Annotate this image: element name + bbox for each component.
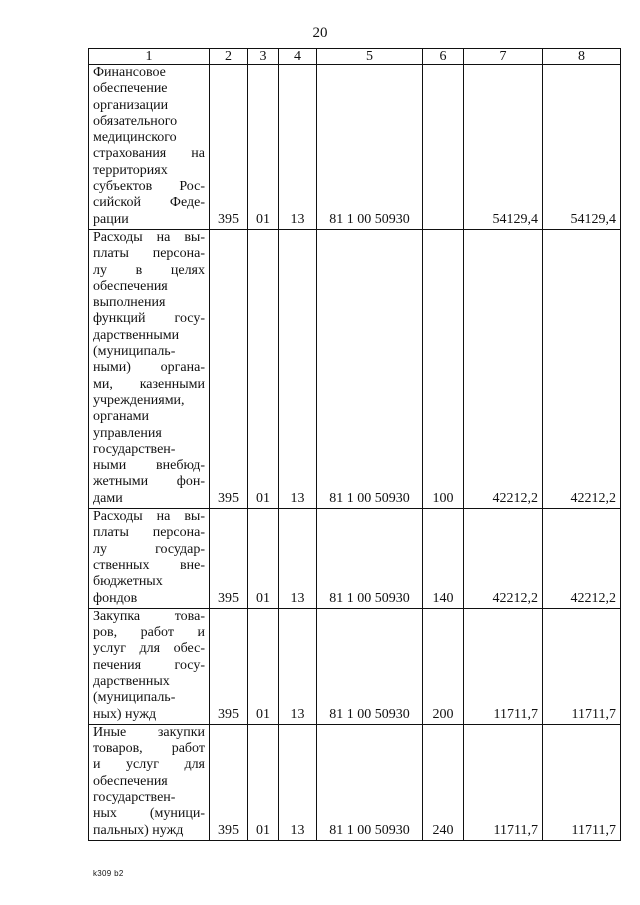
row-name-line: ров, работ и: [93, 625, 205, 641]
row-name-line: обеспечение: [93, 81, 168, 97]
row-name-line: страхования на: [93, 146, 205, 162]
admin-code-cell: 395: [210, 65, 248, 230]
row-name-line: жетными фон-: [93, 474, 205, 490]
amount-cell: 42212,2: [464, 229, 543, 508]
target-item-cell: 81 1 00 50930: [317, 724, 423, 840]
subsection-code-cell: 13: [279, 65, 317, 230]
subsection-code-cell: 13: [279, 509, 317, 609]
row-name-cell: [89, 608, 210, 724]
row-name-line: обеспечения: [93, 773, 168, 789]
budget-table: [88, 48, 621, 841]
page-number: 20: [312, 25, 328, 41]
expense-type-cell: [423, 65, 464, 230]
table-body: [89, 65, 621, 841]
subsection-code-cell: 13: [279, 608, 317, 724]
row-name-line: государствен-: [93, 790, 176, 806]
column-header: 1: [89, 49, 210, 65]
expense-type-cell: 100: [423, 229, 464, 508]
amount-cell: 42212,2: [464, 509, 543, 609]
table-row: [89, 724, 621, 840]
target-item-cell: 81 1 00 50930: [317, 65, 423, 230]
row-name-line: лу в целях: [93, 262, 205, 278]
target-item-cell: 81 1 00 50930: [317, 608, 423, 724]
row-name-line: медицинского: [93, 130, 177, 146]
row-name-line: дарственными: [93, 327, 180, 343]
table-row: [89, 229, 621, 508]
row-name-line: бюджетных: [93, 574, 163, 590]
row-name-line: субъектов Рос-: [93, 179, 205, 195]
row-name-line: фондов: [93, 590, 138, 606]
row-name-line: ми, казенными: [93, 376, 205, 392]
row-name-line: Расходы на вы-: [93, 509, 205, 525]
expense-type-cell: 140: [423, 509, 464, 609]
column-header: 4: [279, 49, 317, 65]
row-name-line: (муниципаль-: [93, 690, 176, 706]
footer-code: k309 b2: [93, 869, 124, 878]
amount-total-cell: 42212,2: [543, 509, 621, 609]
row-name-line: лу государ-: [93, 541, 205, 557]
column-header: 2: [210, 49, 248, 65]
column-header: 3: [248, 49, 279, 65]
target-item-cell: 81 1 00 50930: [317, 229, 423, 508]
row-name-line: печения госу-: [93, 657, 205, 673]
row-name-line: обязательного: [93, 113, 178, 129]
row-name-line: государствен-: [93, 441, 176, 457]
row-name-cell: [89, 65, 210, 230]
row-name-line: ных (муници-: [93, 806, 205, 822]
row-name-line: дарственных: [93, 673, 170, 689]
row-name-line: ных) нужд: [93, 706, 157, 722]
row-name-line: платы персона-: [93, 246, 205, 262]
amount-total-cell: 11711,7: [543, 724, 621, 840]
expense-type-cell: 240: [423, 724, 464, 840]
section-code-cell: 01: [248, 229, 279, 508]
row-name-line: сийской Феде-: [93, 195, 205, 211]
section-code-cell: 01: [248, 509, 279, 609]
admin-code-cell: 395: [210, 724, 248, 840]
section-code-cell: 01: [248, 724, 279, 840]
row-name-line: функций госу-: [93, 311, 205, 327]
section-code-cell: 01: [248, 65, 279, 230]
row-name-line: территориях: [93, 162, 168, 178]
row-name-line: Закупка това-: [93, 608, 205, 624]
subsection-code-cell: 13: [279, 229, 317, 508]
row-name-line: ственных вне-: [93, 557, 205, 573]
row-name-line: и услуг для: [93, 757, 205, 773]
row-name-line: дами: [93, 490, 123, 506]
column-header: 8: [543, 49, 621, 65]
table-row: [89, 509, 621, 609]
amount-cell: 11711,7: [464, 724, 543, 840]
row-name-cell: [89, 229, 210, 508]
row-name-line: ными внебюд-: [93, 458, 205, 474]
row-name-line: товаров, работ: [93, 741, 205, 757]
target-item-cell: 81 1 00 50930: [317, 509, 423, 609]
expense-type-cell: 200: [423, 608, 464, 724]
table-row: [89, 608, 621, 724]
row-name-line: учреждениями,: [93, 392, 185, 408]
row-name-cell: [89, 724, 210, 840]
row-name-line: Финансовое: [93, 65, 166, 80]
row-name-cell: [89, 509, 210, 609]
row-name-line: (муниципаль-: [93, 344, 176, 360]
amount-cell: 11711,7: [464, 608, 543, 724]
section-code-cell: 01: [248, 608, 279, 724]
row-name-line: управления: [93, 425, 162, 441]
column-header: 5: [317, 49, 423, 65]
admin-code-cell: 395: [210, 229, 248, 508]
row-name-line: рации: [93, 211, 129, 227]
column-header: 6: [423, 49, 464, 65]
row-name-line: пальных) нужд: [93, 822, 184, 838]
admin-code-cell: 395: [210, 509, 248, 609]
row-name-line: платы персона-: [93, 525, 205, 541]
admin-code-cell: 395: [210, 608, 248, 724]
row-name-line: обеспечения: [93, 278, 168, 294]
row-name-line: ными) органа-: [93, 360, 205, 376]
amount-total-cell: 11711,7: [543, 608, 621, 724]
column-number-row: [89, 49, 621, 65]
table-row: [89, 65, 621, 230]
subsection-code-cell: 13: [279, 724, 317, 840]
amount-cell: 54129,4: [464, 65, 543, 230]
column-header: 7: [464, 49, 543, 65]
amount-total-cell: 54129,4: [543, 65, 621, 230]
row-name-line: услуг для обес-: [93, 641, 205, 657]
row-name-line: выполнения: [93, 295, 166, 311]
amount-total-cell: 42212,2: [543, 229, 621, 508]
row-name-line: организации: [93, 97, 169, 113]
row-name-line: Иные закупки: [93, 724, 205, 740]
row-name-line: органами: [93, 409, 150, 425]
row-name-line: Расходы на вы-: [93, 229, 205, 245]
